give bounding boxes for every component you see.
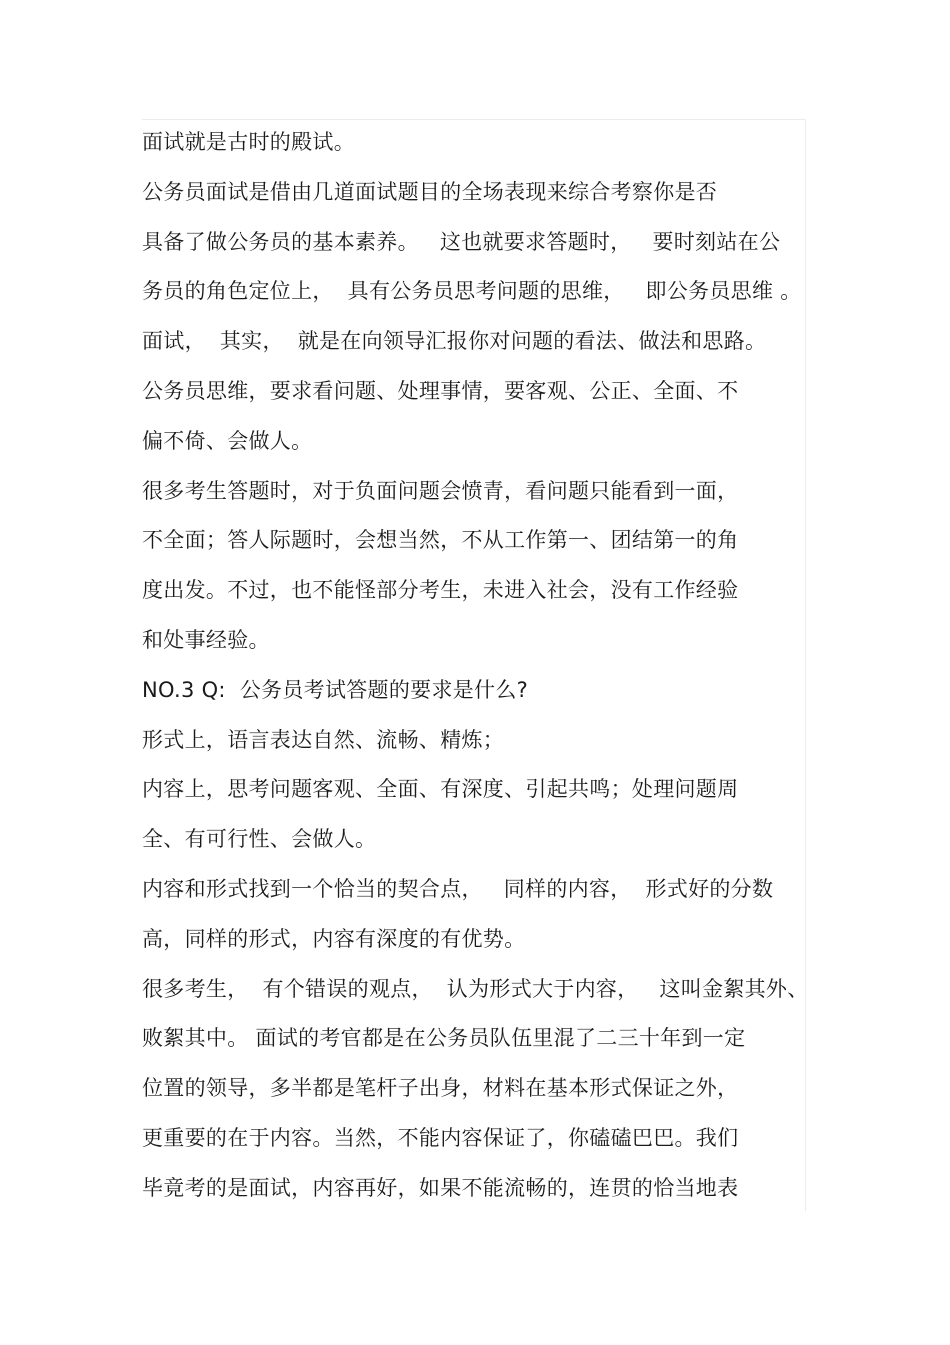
text-line: 位置的领导，多半都是笔杆子出身，材料在基本形式保证之外， (142, 1076, 739, 1101)
text-line: 和处事经验。 (142, 627, 270, 652)
text-line: 毕竟考的是面试，内容再好，如果不能流畅的，连贯的恰当地表 (142, 1175, 739, 1200)
document-body (142, 118, 832, 1214)
text-line: 具备了做公务员的基本素养。 这也就要求答题时， 要时刻站在公 (142, 229, 781, 254)
text-line: 面试就是古时的殿试。 (142, 130, 355, 154)
text-line: 偏不倚、会做人。 (142, 428, 313, 453)
text-line: 公务员面试是借由几道面试题目的全场表现来综合考察你是否 (142, 179, 718, 204)
text-line: 全、有可行性、会做人。 (142, 827, 377, 852)
text-line: 形式上，语言表达自然、流畅、精炼； (142, 727, 505, 752)
text-line: 务员的角色定位上， 具有公务员思考问题的思维， 即公务员思维 。 (142, 279, 802, 304)
text-line: 内容和形式找到一个恰当的契合点， 同样的内容， 形式好的分数 (142, 876, 774, 901)
question-heading: NO.3 Q: 公务员考试答题的要求是什么? (142, 677, 529, 702)
text-line: 更重要的在于内容。当然，不能内容保证了，你磕磕巴巴。我们 (142, 1125, 739, 1150)
text-line: 面试， 其实， 就是在向领导汇报你对问题的看法、做法和思路。 (142, 329, 767, 354)
text-line: 很多考生答题时，对于负面问题会愤青，看问题只能看到一面， (142, 478, 739, 503)
text-line: 内容上，思考问题客观、全面、有深度、引起共鸣；处理问题周 (142, 777, 739, 802)
text-line: 很多考生， 有个错误的观点， 认为形式大于内容， 这叫金絮其外、 (142, 976, 809, 1001)
text-line: 败絮其中。 面试的考官都是在公务员队伍里混了二三十年到一定 (142, 1026, 746, 1051)
text-line: 公务员思维，要求看问题、处理事情，要客观、公正、全面、不 (142, 378, 739, 403)
text-line: 高，同样的形式，内容有深度的有优势。 (142, 926, 526, 951)
text-line: 不全面；答人际题时，会想当然，不从工作第一、团结第一的角 (142, 528, 739, 553)
text-line: 度出发。不过，也不能怪部分考生，未进入社会，没有工作经验 (142, 578, 739, 603)
